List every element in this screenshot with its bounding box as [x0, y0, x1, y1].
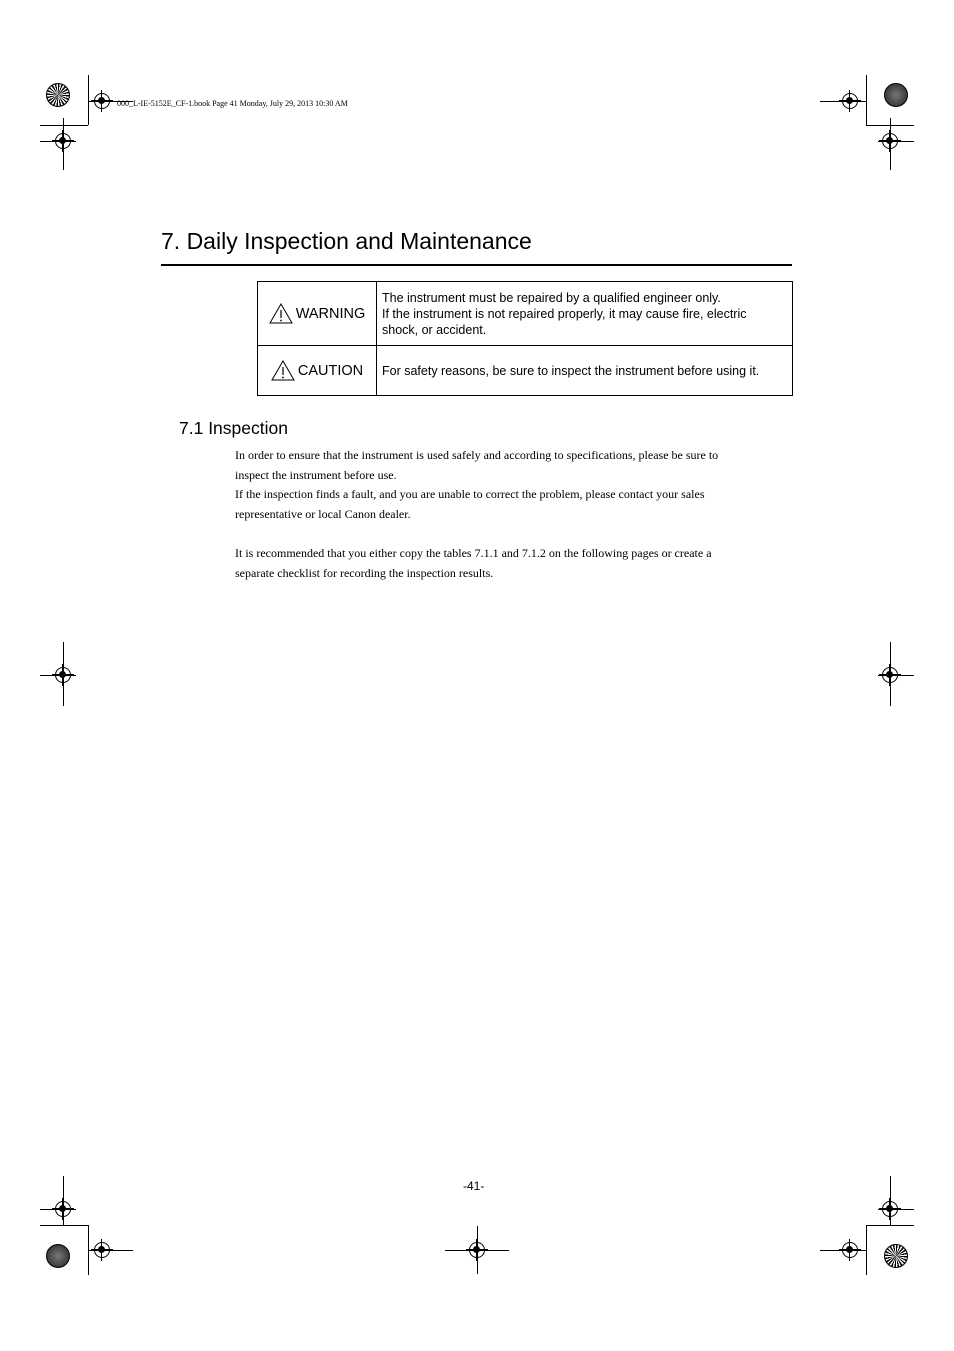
paragraph-line: If the inspection finds a fault, and you are unable to correct the problem, please contact your sales — [235, 487, 705, 502]
paragraph — [235, 544, 780, 583]
paragraph-line: representative or local Canon dealer. — [235, 506, 411, 521]
warning-triangle-icon — [269, 303, 293, 324]
caution-message — [377, 346, 793, 396]
warning-message-line: If the instrument is not repaired properly, it may cause fire, electric — [382, 306, 747, 321]
warning-message-line: shock, or accident. — [382, 322, 487, 337]
registration-swatch-top-left — [46, 83, 70, 107]
paragraph — [235, 485, 780, 524]
paragraph — [235, 446, 780, 485]
registration-swatch-top-right — [884, 83, 908, 107]
book-info-header: 000_L-IE-5152E_CF-1.book Page 41 Monday, July 29, 2013 10:30 AM — [117, 99, 348, 108]
paragraph-line: In order to ensure that the instrument is used safely and according to specifications, please be sure to — [235, 448, 719, 462]
paragraph-line: It is recommended that you either copy the tables 7.1.1 and 7.1.2 on the following pages or create a — [235, 545, 712, 560]
page-number: -41- — [463, 1179, 485, 1193]
paragraph-spacer — [235, 524, 780, 544]
paragraph-line: inspect the instrument before use. — [235, 467, 397, 482]
warning-label-cell — [258, 282, 377, 346]
section-body — [235, 446, 780, 583]
warning-message-line: The instrument must be repaired by a qualified engineer only. — [382, 290, 721, 305]
registration-swatch-bottom-right — [884, 1244, 908, 1268]
title-rule — [161, 264, 792, 266]
chapter-title: 7. Daily Inspection and Maintenance — [161, 228, 532, 254]
section-heading: 7.1 Inspection — [179, 418, 288, 438]
caution-label: CAUTION — [297, 362, 364, 379]
caution-row — [258, 346, 793, 396]
warning-row — [258, 282, 793, 346]
caution-label-cell — [258, 346, 377, 396]
warning-message — [377, 282, 793, 346]
caution-message-line: For safety reasons, be sure to inspect the instrument before using it. — [382, 363, 760, 378]
warning-label: WARNING — [295, 305, 366, 322]
safety-notice-table — [257, 281, 793, 396]
registration-swatch-bottom-left — [46, 1244, 70, 1268]
paragraph-line: separate checklist for recording the inspection results. — [235, 565, 494, 580]
caution-triangle-icon — [271, 360, 295, 381]
